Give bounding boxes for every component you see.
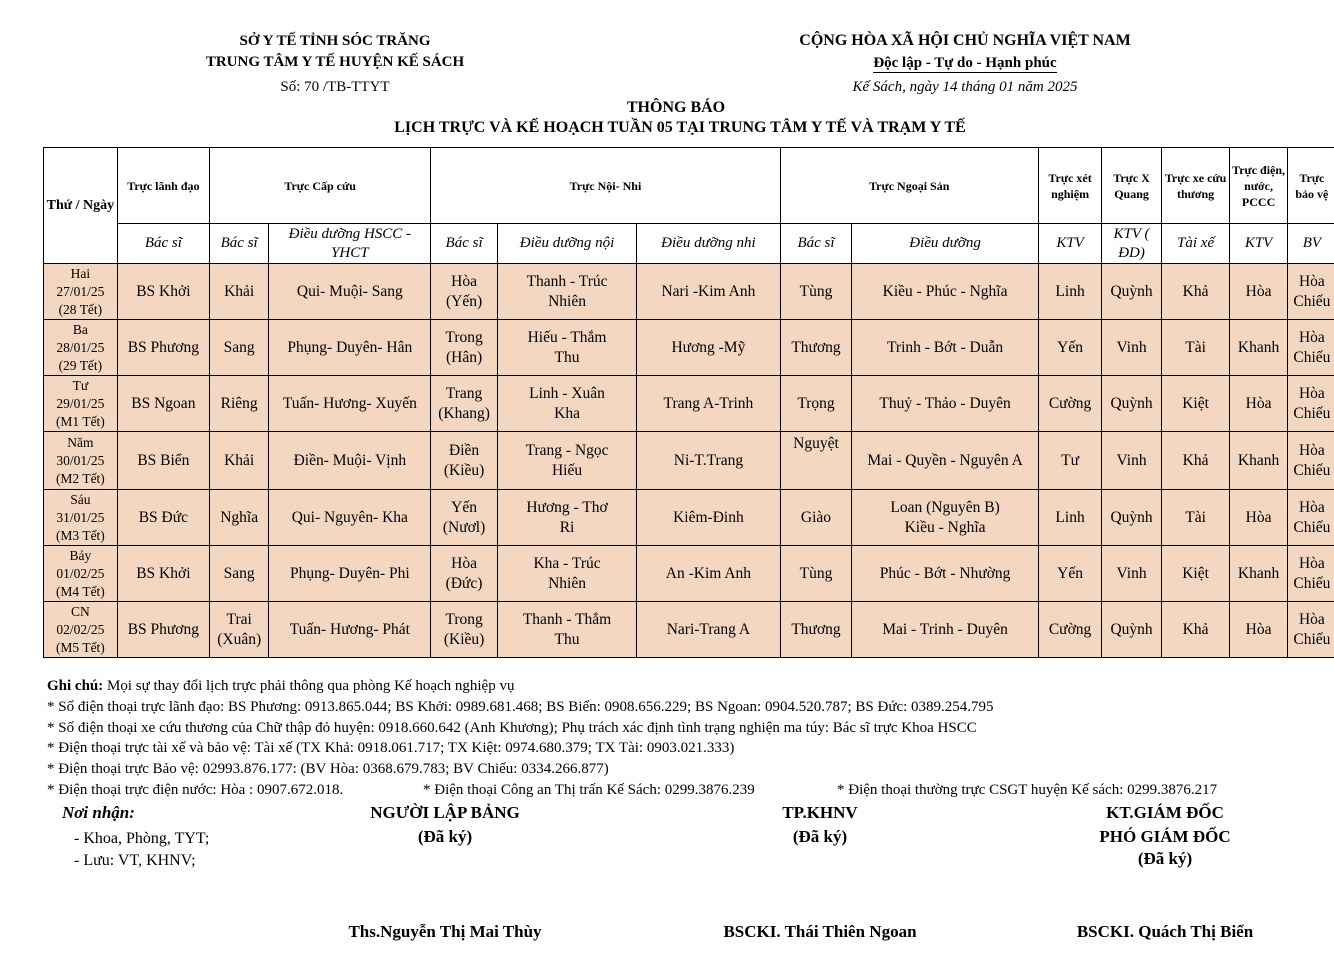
table-row	[44, 376, 1334, 432]
note-traffic-phone: * Điện thoại thường trực CSGT huyện Kế sách: 0299.3876.217	[837, 781, 1218, 798]
cell-xray: Quỳnh	[1102, 376, 1161, 432]
header-lab: Trực xét nghiệm	[1038, 148, 1102, 224]
cell-ped-nurse: Nari-Trang A	[637, 602, 780, 658]
cell-security: Hòa Chiếu	[1287, 602, 1334, 658]
cell-utility: Hòa	[1230, 490, 1287, 546]
schedule-table	[43, 147, 1334, 658]
cell-er-doctor: Khải	[209, 432, 268, 490]
cell-sur-nurse: Trinh - Bớt - Duẫn	[852, 320, 1038, 376]
cell-er-nurse: Phụng- Duyên- Hân	[269, 320, 431, 376]
cell-lab: Linh	[1038, 264, 1102, 320]
place-date: Kế Sách, ngày 14 tháng 01 năm 2025	[852, 79, 1078, 95]
cell-sur-nurse: Loan (Nguyên B) Kiều - Nghĩa	[852, 490, 1038, 546]
cell-driver: Khả	[1161, 602, 1230, 658]
header-xray: Trực X Quang	[1102, 148, 1161, 224]
cell-security: Hòa Chiếu	[1287, 264, 1334, 320]
cell-int-nurse: Hương - Thơ Ri	[497, 490, 636, 546]
khnv-signed: (Đã ký)	[792, 827, 848, 846]
cell-ped-nurse: Kiêm-Đinh	[637, 490, 780, 546]
cell-int-nurse: Trang - Ngọc Hiếu	[497, 432, 636, 490]
header-utility: Trực điện, nước, PCCC	[1230, 148, 1287, 224]
table-row	[44, 264, 1334, 320]
sub-header: Bác sĩ	[780, 224, 852, 264]
cell-xray: Vinh	[1102, 546, 1161, 602]
header-leader: Trực lãnh đạo	[117, 148, 209, 224]
cell-utility: Khanh	[1230, 432, 1287, 490]
preparer-title: NGƯỜI LẬP BẢNG	[370, 803, 520, 822]
doc-number: Số: 70 /TB-TTYT	[280, 79, 390, 95]
sub-header: Bác sĩ	[117, 224, 209, 264]
cell-day: Sáu 31/01/25 (M3 Tết)	[44, 490, 118, 546]
cell-int-nurse: Thanh - Trúc Nhiên	[497, 264, 636, 320]
sub-header: Bác sĩ	[209, 224, 268, 264]
cell-int-doctor: Hòa (Đức)	[431, 546, 498, 602]
cell-leader: BS Đức	[117, 490, 209, 546]
director-title: KT.GIÁM ĐỐC	[1106, 803, 1224, 822]
cell-leader: BS Biển	[117, 432, 209, 490]
cell-driver: Tài	[1161, 490, 1230, 546]
table-row	[44, 432, 1334, 490]
note-label: Ghi chú:	[47, 678, 104, 694]
note-last-line	[47, 780, 1218, 801]
sub-header: Điều dưỡng nội	[497, 224, 636, 264]
sub-header: Điều dưỡng nhi	[637, 224, 780, 264]
cell-xray: Quỳnh	[1102, 602, 1161, 658]
doc-title: THÔNG BÁO	[626, 99, 726, 116]
cell-lab: Linh	[1038, 490, 1102, 546]
cell-security: Hòa Chiếu	[1287, 546, 1334, 602]
doc-subtitle: LỊCH TRỰC VÀ KẾ HOẠCH TUẦN 05 TẠI TRUNG TÂM Y TẾ VÀ TRẠM Y TẾ	[394, 119, 966, 136]
cell-er-doctor: Nghĩa	[209, 490, 268, 546]
note-leaders-phone: * Số điện thoại trực lãnh đạo: BS Phương: 0913.865.044; BS Khởi: 0989.681.468; BS Biển: 0908.656.229; BS Ngoan: 0904.520.787; BS Đức: 0389.254.795	[47, 698, 994, 715]
org-parent: SỞ Y TẾ TỈNH SÓC TRĂNG	[239, 33, 431, 49]
cell-ped-nurse: Nari -Kim Anh	[637, 264, 780, 320]
cell-sur-nurse: Thuỷ - Thảo - Duyên	[852, 376, 1038, 432]
cell-er-nurse: Phụng- Duyên- Phi	[269, 546, 431, 602]
table-row	[44, 320, 1334, 376]
cell-xray: Vinh	[1102, 432, 1161, 490]
cell-lab: Cường	[1038, 376, 1102, 432]
khnv-name: BSCKI. Thái Thiên Ngoan	[723, 922, 917, 941]
cell-lab: Yến	[1038, 320, 1102, 376]
cell-sur-doctor: Giào	[780, 490, 852, 546]
cell-day: Tư 29/01/25 (M1 Tết)	[44, 376, 118, 432]
cell-er-doctor: Sang	[209, 546, 268, 602]
cell-er-doctor: Sang	[209, 320, 268, 376]
table-row	[44, 546, 1334, 602]
cell-er-nurse: Tuấn- Hương- Phát	[269, 602, 431, 658]
cell-lab: Cường	[1038, 602, 1102, 658]
recipient-1: - Khoa, Phòng, TYT;	[74, 830, 210, 847]
cell-int-doctor: Trong (Hân)	[431, 320, 498, 376]
cell-driver: Kiệt	[1161, 546, 1230, 602]
cell-sur-doctor: Nguyệt	[780, 432, 852, 490]
note-security-phone: * Điện thoại trực Bảo vệ: 02993.876.177: (BV Hòa: 0368.679.783; BV Chiếu: 0334.266.877)	[47, 761, 609, 778]
sub-header: KTV ( ĐD)	[1102, 224, 1161, 264]
sub-header: Tài xế	[1161, 224, 1230, 264]
cell-sur-doctor: Tùng	[780, 546, 852, 602]
cell-ped-nurse: Trang A-Trinh	[637, 376, 780, 432]
cell-int-doctor: Trang (Khang)	[431, 376, 498, 432]
recipients-label: Nơi nhận:	[62, 803, 135, 822]
header-security: Trực bảo vệ	[1287, 148, 1334, 224]
cell-utility: Hòa	[1230, 264, 1287, 320]
note-general: Mọi sự thay đổi lịch trực phải thông qua phòng Kế hoạch nghiệp vụ	[103, 678, 515, 694]
cell-sur-doctor: Thương	[780, 320, 852, 376]
table-row	[44, 490, 1334, 546]
cell-sur-nurse: Mai - Trinh - Duyên	[852, 602, 1038, 658]
sub-header: Điều dưỡng	[852, 224, 1038, 264]
cell-int-doctor: Hòa (Yến)	[431, 264, 498, 320]
cell-ped-nurse: Hương -Mỹ	[637, 320, 780, 376]
cell-day: CN 02/02/25 (M5 Tết)	[44, 602, 118, 658]
cell-int-nurse: Thanh - Thắm Thu	[497, 602, 636, 658]
preparer-name: Ths.Nguyễn Thị Mai Thùy	[348, 922, 542, 941]
header-emergency: Trực Cấp cứu	[209, 148, 430, 224]
cell-leader: BS Phương	[117, 602, 209, 658]
note-ambulance-phone: * Số điện thoại xe cứu thương của Chữ thập đỏ huyện: 0918.660.642 (Anh Khương); Phụ trách xác định tình trạng nghiện ma túy: Bác sĩ trực Khoa HSCC	[47, 719, 977, 736]
schedule-body	[44, 264, 1334, 658]
cell-lab: Tư	[1038, 432, 1102, 490]
cell-int-doctor: Điền (Kiều)	[431, 432, 498, 490]
cell-er-nurse: Qui- Muội- Sang	[269, 264, 431, 320]
cell-driver: Khả	[1161, 432, 1230, 490]
org-name: TRUNG TÂM Y TẾ HUYỆN KẾ SÁCH	[205, 54, 465, 70]
cell-int-nurse: Linh - Xuân Kha	[497, 376, 636, 432]
cell-int-nurse: Kha - Trúc Nhiên	[497, 546, 636, 602]
cell-day: Năm 30/01/25 (M2 Tết)	[44, 432, 118, 490]
cell-er-nurse: Điền- Muội- Vịnh	[269, 432, 431, 490]
cell-day: Hai 27/01/25 (28 Tết)	[44, 264, 118, 320]
cell-utility: Khanh	[1230, 320, 1287, 376]
cell-int-doctor: Trong (Kiều)	[431, 602, 498, 658]
notes-block	[47, 676, 1218, 801]
cell-driver: Khả	[1161, 264, 1230, 320]
cell-sur-doctor: Tùng	[780, 264, 852, 320]
cell-er-doctor: Riêng	[209, 376, 268, 432]
note-utility-phone: * Điện thoại trực điện nước: Hòa : 0907.672.018.	[47, 781, 344, 798]
sub-header: KTV	[1038, 224, 1102, 264]
header-surgery: Trực Ngoại Sản	[780, 148, 1038, 224]
recipient-2: - Lưu: VT, KHNV;	[74, 852, 196, 869]
cell-day: Bảy 01/02/25 (M4 Tết)	[44, 546, 118, 602]
cell-sur-nurse: Phúc - Bớt - Nhường	[852, 546, 1038, 602]
cell-er-nurse: Qui- Nguyên- Kha	[269, 490, 431, 546]
sub-header: BV	[1287, 224, 1334, 264]
cell-leader: BS Khởi	[117, 546, 209, 602]
cell-security: Hòa Chiếu	[1287, 376, 1334, 432]
table-row	[44, 602, 1334, 658]
cell-xray: Vinh	[1102, 320, 1161, 376]
cell-driver: Kiệt	[1161, 376, 1230, 432]
note-police-phone: * Điện thoại Công an Thị trấn Kế Sách: 0299.3876.239	[423, 781, 755, 798]
cell-er-doctor: Khải	[209, 264, 268, 320]
motto-wrap	[760, 52, 1170, 74]
director-sub: PHÓ GIÁM ĐỐC	[1099, 827, 1231, 846]
cell-lab: Yến	[1038, 546, 1102, 602]
sub-header: KTV	[1230, 224, 1287, 264]
cell-leader: BS Khởi	[117, 264, 209, 320]
cell-leader: BS Phương	[117, 320, 209, 376]
cell-utility: Hòa	[1230, 602, 1287, 658]
cell-sur-nurse: Mai - Quyền - Nguyên A	[852, 432, 1038, 490]
cell-security: Hòa Chiếu	[1287, 320, 1334, 376]
sub-header: Điều dưỡng HSCC - YHCT	[269, 224, 431, 264]
header-internal: Trực Nội- Nhi	[431, 148, 780, 224]
cell-int-doctor: Yến (Nươl)	[431, 490, 498, 546]
cell-er-nurse: Tuấn- Hương- Xuyến	[269, 376, 431, 432]
cell-security: Hòa Chiếu	[1287, 490, 1334, 546]
cell-sur-doctor: Trọng	[780, 376, 852, 432]
cell-xray: Quỳnh	[1102, 264, 1161, 320]
sub-header: Bác sĩ	[431, 224, 498, 264]
cell-utility: Khanh	[1230, 546, 1287, 602]
cell-ped-nurse: Ni-T.Trang	[637, 432, 780, 490]
cell-ped-nurse: An -Kim Anh	[637, 546, 780, 602]
cell-sur-doctor: Thương	[780, 602, 852, 658]
cell-er-doctor: Trai (Xuân)	[209, 602, 268, 658]
header-day: Thứ / Ngày	[44, 148, 118, 264]
cell-sur-nurse: Kiều - Phúc - Nghĩa	[852, 264, 1038, 320]
note-general-line	[47, 676, 994, 697]
director-name: BSCKI. Quách Thị Biển	[1076, 922, 1254, 941]
khnv-title: TP.KHNV	[782, 803, 858, 822]
cell-utility: Hòa	[1230, 376, 1287, 432]
note-drivers-phone: * Điện thoại trực tài xế và bảo vệ: Tài xế (TX Khả: 0918.061.717; TX Kiệt: 0974.680.379; TX Tài: 0903.021.333)	[47, 740, 735, 757]
motto: Độc lập - Tự do - Hạnh phúc	[873, 55, 1057, 71]
cell-day: Ba 28/01/25 (29 Tết)	[44, 320, 118, 376]
preparer-signed: (Đã ký)	[417, 827, 473, 846]
cell-driver: Tài	[1161, 320, 1230, 376]
cell-xray: Quỳnh	[1102, 490, 1161, 546]
cell-leader: BS Ngoan	[117, 376, 209, 432]
header-ambulance: Trực xe cứu thương	[1161, 148, 1230, 224]
nation-title: CỘNG HÒA XÃ HỘI CHỦ NGHĨA VIỆT NAM	[799, 32, 1131, 49]
cell-security: Hòa Chiếu	[1287, 432, 1334, 490]
director-signed: (Đã ký)	[1137, 849, 1193, 868]
cell-int-nurse: Hiếu - Thắm Thu	[497, 320, 636, 376]
